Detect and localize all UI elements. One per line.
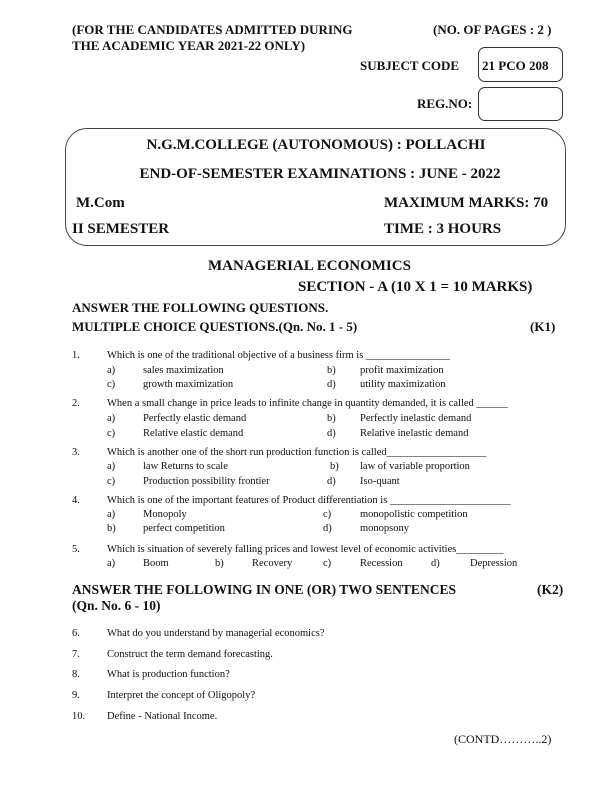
- option-label: b): [107, 523, 116, 534]
- question-number: 5.: [72, 544, 80, 555]
- short-level: (K2): [537, 582, 564, 597]
- subject-code-label: SUBJECT CODE: [360, 58, 460, 73]
- question-text: Interpret the concept of Oligopoly?: [107, 690, 256, 701]
- subject-code-value: 21 PCO 208: [482, 58, 549, 73]
- question-number: 1.: [72, 350, 80, 361]
- question-number: 2.: [72, 398, 80, 409]
- section-title: SECTION - A (10 X 1 = 10 MARKS): [298, 279, 533, 295]
- candidates-note-line1: (FOR THE CANDIDATES ADMITTED DURING: [72, 22, 353, 37]
- candidates-note-line2: THE ACADEMIC YEAR 2021-22 ONLY): [72, 38, 306, 53]
- option-text: Recession: [360, 558, 403, 569]
- option-text: Perfectly elastic demand: [143, 413, 247, 424]
- option-text: Relative elastic demand: [143, 428, 244, 439]
- option-text: Iso-quant: [360, 476, 400, 487]
- max-marks: MAXIMUM MARKS: 70: [384, 195, 549, 211]
- page-count: (NO. OF PAGES : 2 ): [433, 22, 552, 37]
- option-label: d): [431, 558, 440, 569]
- question-text: Define - National Income.: [107, 711, 218, 722]
- exam-title: END-OF-SEMESTER EXAMINATIONS : JUNE - 2022: [139, 166, 501, 182]
- reg-no-field[interactable]: [478, 87, 563, 121]
- semester: II SEMESTER: [72, 221, 170, 237]
- option-label: a): [107, 509, 116, 520]
- option-label: b): [330, 461, 339, 472]
- question-text: Which is one of the important features of Product differentiation is _______________________: [107, 495, 511, 506]
- question-number: 4.: [72, 495, 80, 506]
- option-text: profit maximization: [360, 365, 444, 376]
- option-label: d): [323, 523, 332, 534]
- exam-time: TIME : 3 HOURS: [384, 221, 502, 237]
- option-label: c): [107, 476, 116, 487]
- option-text: Recovery: [252, 558, 293, 569]
- option-label: c): [323, 558, 332, 569]
- option-text: utility maximization: [360, 379, 446, 390]
- option-text: growth maximization: [143, 379, 234, 390]
- option-text: Boom: [143, 558, 169, 569]
- short-heading-line2: (Qn. No. 6 - 10): [72, 598, 161, 613]
- option-text: Relative inelastic demand: [360, 428, 469, 439]
- option-label: d): [327, 428, 336, 439]
- option-text: monopolistic competition: [360, 509, 468, 520]
- option-label: d): [327, 476, 336, 487]
- reg-no-label: REG.NO:: [417, 96, 473, 111]
- option-text: law Returns to scale: [143, 461, 228, 472]
- continued-note: (CONTD………..2): [454, 732, 552, 746]
- question-number: 7.: [72, 649, 80, 660]
- question-number: 8.: [72, 669, 80, 680]
- option-label: d): [327, 379, 336, 390]
- option-label: a): [107, 413, 116, 424]
- option-label: a): [107, 365, 116, 376]
- subject-title: MANAGERIAL ECONOMICS: [208, 258, 411, 274]
- option-label: a): [107, 461, 116, 472]
- option-label: b): [215, 558, 224, 569]
- option-text: law of variable proportion: [360, 461, 470, 472]
- option-label: c): [323, 509, 332, 520]
- option-text: Production possibility frontier: [143, 476, 270, 487]
- program: M.Com: [76, 195, 125, 211]
- question-text: Which is one of the traditional objective of a business firm is ________________: [107, 350, 450, 361]
- question-number: 9.: [72, 690, 80, 701]
- question-text: Which is another one of the short run production function is called___________________: [107, 447, 487, 458]
- question-text: What do you understand by managerial economics?: [107, 628, 325, 639]
- option-text: perfect competition: [143, 523, 225, 534]
- college-name: N.G.M.COLLEGE (AUTONOMOUS) : POLLACHI: [146, 137, 486, 153]
- question-text: Construct the term demand forecasting.: [107, 649, 273, 660]
- option-text: monopsony: [360, 523, 410, 534]
- question-text: Which is situation of severely falling prices and lowest level of economic activities_________: [107, 544, 504, 555]
- subject-code-box: [478, 47, 563, 82]
- option-label: b): [327, 413, 336, 424]
- option-text: Perfectly inelastic demand: [360, 413, 472, 424]
- option-label: c): [107, 379, 116, 390]
- question-number: 10.: [72, 711, 86, 722]
- question-text: When a small change in price leads to infinite change in quantity demanded, it is called ______: [107, 398, 508, 409]
- option-label: b): [327, 365, 336, 376]
- option-label: c): [107, 428, 116, 439]
- mcq-heading: MULTIPLE CHOICE QUESTIONS.(Qn. No. 1 - 5): [72, 319, 358, 334]
- instruction: ANSWER THE FOLLOWING QUESTIONS.: [72, 300, 329, 315]
- option-text: Monopoly: [143, 509, 187, 520]
- option-label: a): [107, 558, 116, 569]
- option-text: Depression: [470, 558, 518, 569]
- question-number: 3.: [72, 447, 80, 458]
- question-text: What is production function?: [107, 669, 230, 680]
- option-text: sales maximization: [143, 365, 224, 376]
- short-heading-line1: ANSWER THE FOLLOWING IN ONE (OR) TWO SENTENCES: [72, 582, 456, 597]
- mcq-level: (K1): [530, 319, 556, 334]
- question-number: 6.: [72, 628, 80, 639]
